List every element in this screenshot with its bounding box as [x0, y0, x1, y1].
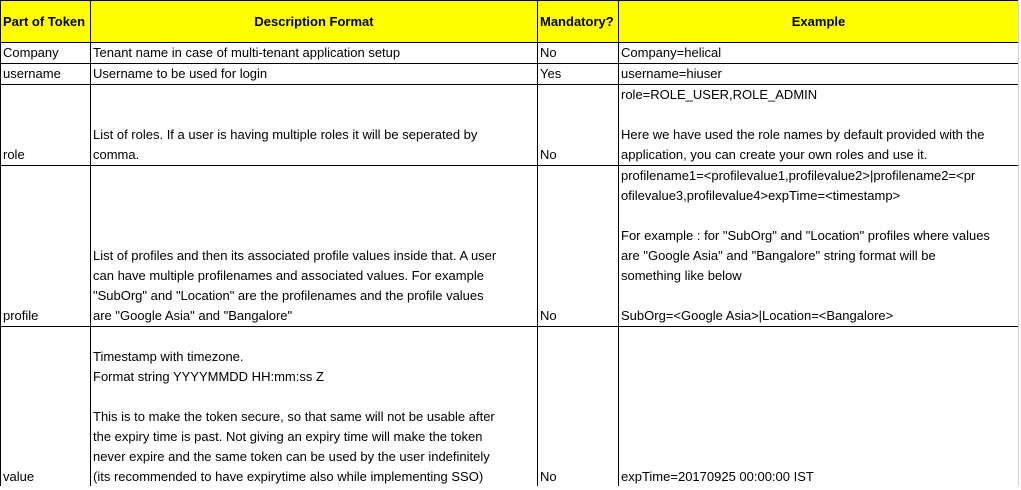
cell-part[interactable]: username — [1, 64, 91, 85]
cell-mandatory[interactable]: No — [538, 327, 619, 488]
cell-description[interactable]: Tenant name in case of multi-tenant application setup — [91, 43, 538, 64]
cell-description[interactable]: List of profiles and then its associated profile values inside that. A user can have multiple profilenames and associated values. For example "SubOrg" and "Location" are the profilenames and the profile values are "Google Asia" and "Bangalore" — [91, 166, 538, 327]
table-row — [1, 166, 1019, 327]
cell-part[interactable]: profile — [1, 166, 91, 327]
cell-part[interactable]: Company — [1, 43, 91, 64]
cell-example[interactable]: expTime=20170925 00:00:00 IST — [619, 327, 1019, 488]
bottom-margin — [0, 486, 1021, 490]
cell-mandatory[interactable]: No — [538, 85, 619, 166]
header-example[interactable]: Example — [619, 1, 1019, 43]
table-row — [1, 85, 1019, 166]
cell-example[interactable]: Company=helical — [619, 43, 1019, 64]
cell-example[interactable]: username=hiuser — [619, 64, 1019, 85]
cell-mandatory[interactable]: Yes — [538, 64, 619, 85]
cell-mandatory[interactable]: No — [538, 166, 619, 327]
cell-example[interactable]: profilename1=<profilevalue1,profilevalue2>|profilename2=<pr ofilevalue3,profilevalue4>expTime=<timestamp> For example : for "SubOrg" and "Location" profiles where values are "Google Asia" and "Bangalore" string format will be something like below SubOrg=<Google Asia>|Location=<Bangalore> — [619, 166, 1019, 327]
cell-part[interactable]: role — [1, 85, 91, 166]
cell-part[interactable]: value — [1, 327, 91, 488]
header-row — [1, 1, 1019, 43]
cell-description[interactable]: Timestamp with timezone. Format string YYYYMMDD HH:mm:ss Z This is to make the token secure, so that same will not be usable after the expiry time is past. Not giving an expiry time will make the token never expire and the same token can be used by the user indefinitely (its recommended to have expirytime also while implementing SSO) — [91, 327, 538, 488]
table-row — [1, 64, 1019, 85]
table-row — [1, 327, 1019, 488]
header-mandatory[interactable]: Mandatory? — [538, 1, 619, 43]
table-row — [1, 43, 1019, 64]
cell-description[interactable]: Username to be used for login — [91, 64, 538, 85]
header-part-of-token[interactable]: Part of Token — [1, 1, 91, 43]
cell-description[interactable]: List of roles. If a user is having multiple roles it will be seperated by comma. — [91, 85, 538, 166]
header-description-format[interactable]: Description Format — [91, 1, 538, 43]
cell-example[interactable]: role=ROLE_USER,ROLE_ADMIN Here we have used the role names by default provided with the application, you can create your own roles and use it. — [619, 85, 1019, 166]
cell-mandatory[interactable]: No — [538, 43, 619, 64]
